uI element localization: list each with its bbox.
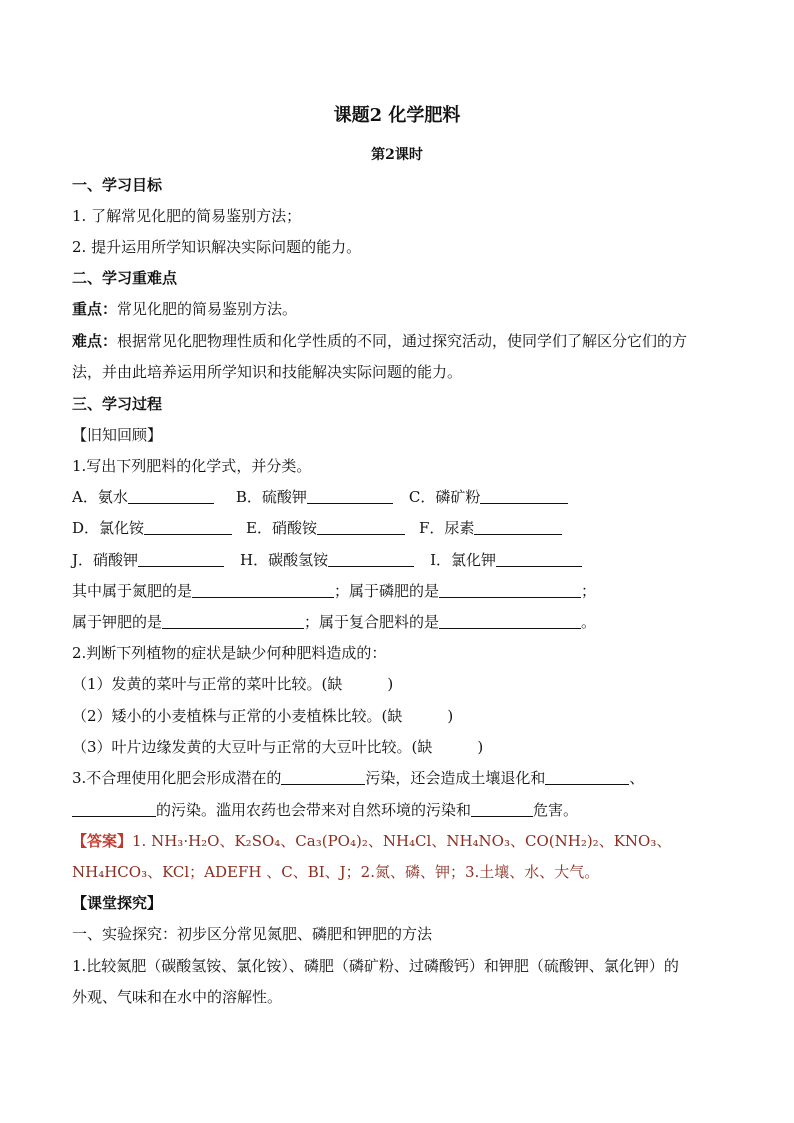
blank-phosphorus[interactable] — [439, 582, 581, 598]
goal-item-2: 2. 提升运用所学知识解决实际问题的能力。 — [72, 238, 362, 256]
classify-nitrogen-label: 其中属于氮肥的是 — [72, 582, 193, 600]
classify-phosphorus-label: ；属于磷肥的是 — [334, 582, 440, 600]
punct-1: ； — [581, 582, 597, 600]
option-b: B．硫酸钾 — [235, 488, 307, 506]
question-2: 2.判断下列植物的症状是缺少何种肥料造成的： — [72, 644, 387, 662]
question-3-line-2 — [72, 800, 732, 820]
key-point-label: 重点： — [72, 300, 118, 318]
question-2-2: （2）矮小的小麦植株与正常的小麦植株比较。(缺 ) — [72, 707, 454, 725]
page-title: 课题2 化学肥料 — [333, 105, 461, 126]
question-1: 1.写出下列肥料的化学式，并分类。 — [72, 457, 312, 475]
question-2-1: （1）发黄的菜叶与正常的菜叶比较。(缺 ) — [72, 675, 394, 693]
blank-e[interactable] — [317, 519, 405, 535]
q3-text-1: 3.不合理使用化肥会形成潜在的 — [72, 769, 282, 787]
blank-h[interactable] — [328, 551, 414, 567]
question-2-3: （3）叶片边缘发黄的大豆叶与正常的大豆叶比较。(缺 ) — [72, 738, 484, 756]
answer-line-1 — [72, 831, 732, 851]
blank-potassium[interactable] — [162, 613, 304, 629]
option-i: I．氯化钾 — [430, 551, 497, 569]
option-c: C．磷矿粉 — [408, 488, 481, 506]
option-a: A．氨水 — [72, 488, 128, 506]
blank-compound[interactable] — [439, 613, 581, 629]
options-row-1 — [72, 487, 732, 507]
difficulty-line-1 — [72, 331, 732, 351]
key-point — [72, 299, 732, 319]
explore-item-2-line-1: 1.比较氮肥（碳酸氢铵、氯化铵）、磷肥（磷矿粉、过磷酸钙）和钾肥（硫酸钾、氯化钾）的 — [72, 957, 679, 975]
options-row-3 — [72, 550, 732, 570]
question-3-line-1 — [72, 768, 732, 788]
q3-text-4: 的污染。滥用农药也会带来对自然环境的污染和 — [156, 801, 472, 819]
section-heading-keypoints: 二、学习重难点 — [72, 269, 178, 287]
explore-item-2-line-2: 外观、气味和在水中的溶解性。 — [72, 988, 283, 1006]
blank-q3-3[interactable] — [72, 801, 156, 817]
review-heading: 【旧知回顾】 — [72, 426, 163, 444]
q3-text-2: 污染，还会造成土壤退化和 — [365, 769, 546, 787]
explore-heading: 【课堂探究】 — [72, 894, 163, 912]
option-j: J．硝酸钾 — [72, 551, 139, 569]
blank-j[interactable] — [138, 551, 224, 567]
q3-text-5: 危害。 — [533, 801, 579, 819]
option-h: H．碳酸氢铵 — [240, 551, 329, 569]
answer-line-2: NH₄HCO₃、KCl；ADEFH 、C、BI、J；2.氮、磷、钾；3.土壤、水、大气。 — [72, 863, 600, 881]
difficulty-text-1: 根据常见化肥物理性质和化学性质的不同，通过探究活动，使同学们了解区分它们的方 — [117, 332, 688, 350]
classify-line-2 — [72, 612, 732, 632]
answer-text-1: 1. NH₃·H₂O、K₂SO₄、Ca₃(PO₄)₂、NH₄Cl、NH₄NO₃、CO(NH₂)₂、KNO₃、 — [132, 832, 672, 850]
q3-text-3: 、 — [629, 769, 645, 787]
option-e: E．硝酸铵 — [246, 519, 317, 537]
option-f: F．尿素 — [418, 519, 475, 537]
section-heading-process: 三、学习过程 — [72, 395, 163, 413]
blank-a[interactable] — [128, 488, 214, 504]
difficulty-label: 难点： — [72, 332, 118, 350]
blank-nitrogen[interactable] — [192, 582, 334, 598]
blank-b[interactable] — [307, 488, 393, 504]
blank-q3-4[interactable] — [471, 801, 533, 817]
goal-item-1: 1. 了解常见化肥的简易鉴别方法； — [72, 207, 302, 225]
explore-item-1: 一、实验探究：初步区分常见氮肥、磷肥和钾肥的方法 — [72, 925, 433, 943]
punct-2: 。 — [581, 613, 597, 631]
section-heading-goals: 一、学习目标 — [72, 176, 163, 194]
blank-q3-1[interactable] — [281, 769, 365, 785]
answer-label: 【答案】 — [72, 832, 133, 850]
blank-d[interactable] — [144, 519, 232, 535]
difficulty-line-2: 法，并由此培养运用所学知识和技能解决实际问题的能力。 — [72, 363, 463, 381]
classify-line-1 — [72, 581, 732, 601]
classify-potassium-label: 属于钾肥的是 — [72, 613, 163, 631]
options-row-2 — [72, 518, 732, 538]
blank-i[interactable] — [496, 551, 582, 567]
key-point-text: 常见化肥的简易鉴别方法。 — [117, 300, 298, 318]
blank-c[interactable] — [480, 488, 568, 504]
page-subtitle: 第2课时 — [371, 147, 423, 163]
blank-f[interactable] — [474, 519, 562, 535]
option-d: D．氯化铵 — [72, 519, 145, 537]
classify-compound-label: ；属于复合肥料的是 — [304, 613, 440, 631]
blank-q3-2[interactable] — [545, 769, 629, 785]
